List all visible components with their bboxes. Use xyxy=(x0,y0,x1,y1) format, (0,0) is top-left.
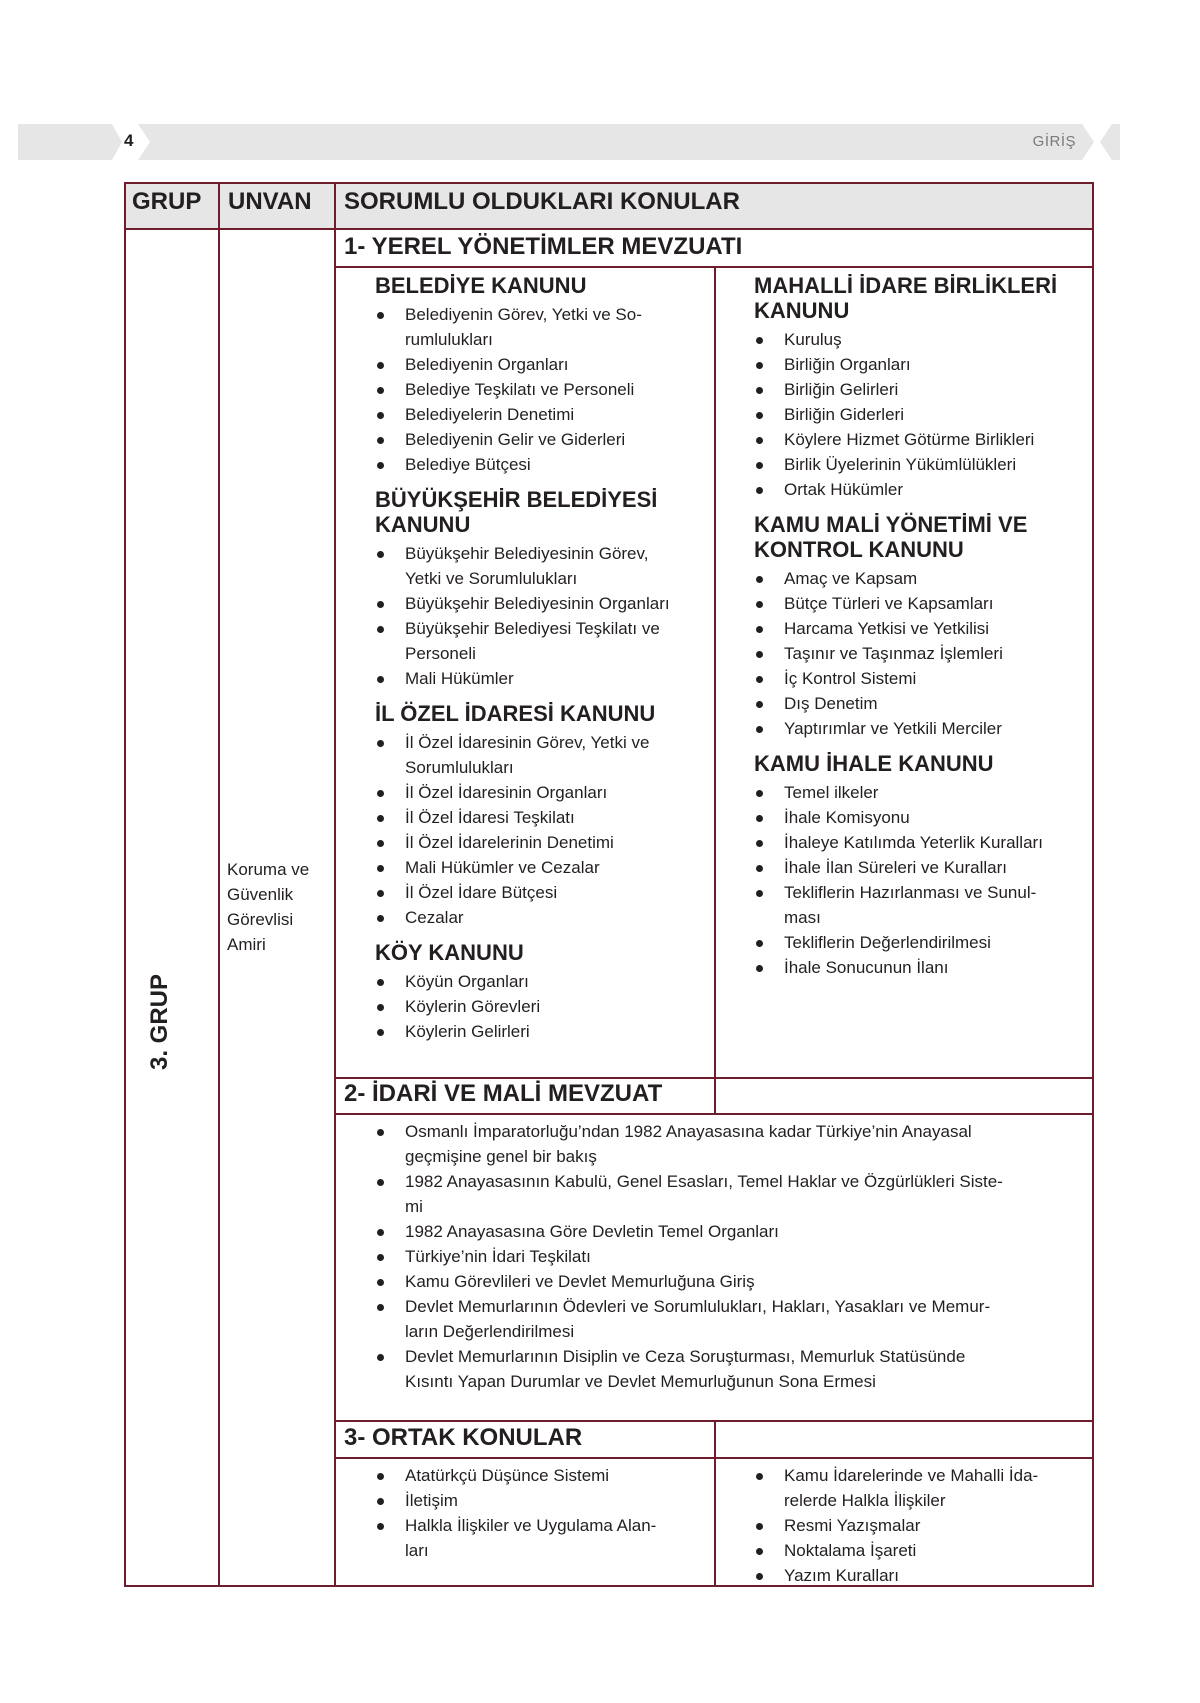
list-item xyxy=(754,616,1090,641)
page-number: 4 xyxy=(124,131,134,150)
list-item-line: İl Özel İdaresi Teşkilatı xyxy=(405,808,575,827)
bullet-list xyxy=(375,541,710,691)
list-item xyxy=(754,641,1090,666)
list-item-line: ların Değerlendirilmesi xyxy=(405,1322,575,1341)
law-title xyxy=(754,273,1090,323)
section-3-left-list xyxy=(375,1459,710,1563)
list-item-line: geçmişine genel bir bakış xyxy=(405,1147,597,1166)
list-item xyxy=(375,616,710,666)
list-item xyxy=(754,402,1090,427)
section-2-list xyxy=(375,1115,1090,1394)
list-item-line: Belediye Teşkilatı ve Personeli xyxy=(405,380,635,399)
header-chevron-decoration xyxy=(1030,124,1090,160)
list-item-line: İl Özel İdaresinin Organları xyxy=(405,783,608,802)
list-item-line: Ortak Hükümler xyxy=(784,480,904,499)
list-item xyxy=(754,930,1090,955)
list-item xyxy=(375,780,710,805)
list-item xyxy=(375,1244,1090,1269)
list-item xyxy=(375,1169,1090,1219)
law-title-line: KANUNU xyxy=(375,512,471,537)
list-item-line: Birlik Üyelerinin Yükümlülükleri xyxy=(784,455,1017,474)
list-item-line: mi xyxy=(405,1197,423,1216)
list-item xyxy=(754,327,1090,352)
list-item-line: Dış Denetim xyxy=(784,694,878,713)
list-item xyxy=(375,1294,1090,1344)
section-1-left-column xyxy=(375,273,710,1044)
bullet-list xyxy=(375,969,710,1044)
bullet-list xyxy=(375,730,710,930)
rule-s2-top xyxy=(334,1077,1094,1079)
list-item-line: Türkiye’nin İdari Teşkilatı xyxy=(405,1247,591,1266)
law-title-line: KANUNU xyxy=(754,298,850,323)
list-item-line: Mali Hükümler ve Cezalar xyxy=(405,858,600,877)
list-item-line: Harcama Yetkisi ve Yetkilisi xyxy=(784,619,990,638)
section-2-title: 2- İDARİ VE MALİ MEVZUAT xyxy=(344,1080,663,1107)
list-item xyxy=(754,780,1090,805)
list-item xyxy=(754,830,1090,855)
list-item-line: Belediyenin Gelir ve Giderleri xyxy=(405,430,626,449)
law-block xyxy=(754,751,1090,980)
list-item xyxy=(375,1219,1090,1244)
law-title-line: KAMU MALİ YÖNETİMİ VE xyxy=(754,512,1028,537)
bullet-list xyxy=(754,327,1090,502)
list-item-line: İl Özel İdaresinin Görev, Yetki ve xyxy=(405,733,650,752)
list-item xyxy=(754,955,1090,980)
bullet-list xyxy=(754,566,1090,741)
list-item-line: İç Kontrol Sistemi xyxy=(784,669,917,688)
law-title xyxy=(375,940,710,965)
list-item xyxy=(375,994,710,1019)
list-item-line: Halkla İlişkiler ve Uygulama Alan- xyxy=(405,1516,657,1535)
list-item-line: Yaptırımlar ve Yetkili Merciler xyxy=(784,719,1002,738)
bullet-list xyxy=(375,1463,710,1563)
list-item-line: Kamu İdarelerinde ve Mahalli İda- xyxy=(784,1466,1039,1485)
list-item-line: Köylere Hizmet Götürme Birlikleri xyxy=(784,430,1035,449)
list-item xyxy=(754,691,1090,716)
list-item-line: 1982 Anayasasına Göre Devletin Temel Organları xyxy=(405,1222,779,1241)
list-item xyxy=(754,880,1090,930)
list-item-line: Köyün Organları xyxy=(405,972,529,991)
list-item-line: Temel ilkeler xyxy=(784,783,879,802)
list-item-line: Kuruluş xyxy=(784,330,842,349)
bullet-list xyxy=(375,302,710,477)
divider-grup xyxy=(218,182,220,1587)
list-item-line: Taşınır ve Taşınmaz İşlemleri xyxy=(784,644,1003,663)
list-item xyxy=(375,541,710,591)
section-1-title: 1- YEREL YÖNETİMLER MEVZUATI xyxy=(344,233,743,260)
law-title xyxy=(375,701,710,726)
list-item-line: İl Özel İdare Bütçesi xyxy=(405,883,558,902)
running-header-title: GİRİŞ xyxy=(1032,133,1076,150)
list-item xyxy=(375,905,710,930)
bullet-list xyxy=(375,1119,1090,1394)
list-item-line: Personeli xyxy=(405,644,476,663)
list-item-line: rumlulukları xyxy=(405,330,493,349)
law-title-line: KAMU İHALE KANUNU xyxy=(754,751,994,776)
divider-s1-columns xyxy=(714,266,716,1078)
list-item xyxy=(375,1488,710,1513)
list-item-line: İletişim xyxy=(405,1491,458,1510)
list-item xyxy=(375,302,710,352)
list-item-line: Köylerin Gelirleri xyxy=(405,1022,530,1041)
law-title-line: KÖY KANUNU xyxy=(375,940,524,965)
law-title-line: BELEDİYE KANUNU xyxy=(375,273,587,298)
list-item-line: İhale Sonucunun İlanı xyxy=(784,958,949,977)
group-label: 3. GRUP xyxy=(146,973,173,1070)
list-item-line: Birliğin Giderleri xyxy=(784,405,904,424)
list-item xyxy=(754,716,1090,741)
bullet-list xyxy=(754,1463,1090,1588)
list-item-line: Sorumlulukları xyxy=(405,758,514,777)
section-1-right-column xyxy=(754,273,1090,980)
list-item xyxy=(375,830,710,855)
list-item-line: Amaç ve Kapsam xyxy=(784,569,918,588)
list-item xyxy=(754,566,1090,591)
list-item-line: Büyükşehir Belediyesi Teşkilatı ve xyxy=(405,619,660,638)
running-header-band xyxy=(18,124,1120,160)
list-item xyxy=(375,805,710,830)
law-title xyxy=(375,487,710,537)
list-item-line: Birliğin Organları xyxy=(784,355,911,374)
law-title-line: KONTROL KANUNU xyxy=(754,537,964,562)
list-item-line: Köylerin Görevleri xyxy=(405,997,541,1016)
list-item-line: Birliğin Gelirleri xyxy=(784,380,899,399)
list-item-line: Atatürkçü Düşünce Sistemi xyxy=(405,1466,610,1485)
list-item xyxy=(375,427,710,452)
list-item-line: Yetki ve Sorumlulukları xyxy=(405,569,578,588)
list-item-line: Belediyenin Organları xyxy=(405,355,569,374)
list-item xyxy=(375,666,710,691)
divider-s2-title xyxy=(714,1077,716,1114)
list-item xyxy=(375,402,710,427)
list-item xyxy=(375,1269,1090,1294)
list-item xyxy=(754,1463,1090,1513)
list-item xyxy=(754,427,1090,452)
list-item-line: Osmanlı İmparatorluğu’ndan 1982 Anayasasına kadar Türkiye’nin Anayasal xyxy=(405,1122,972,1141)
list-item-line: Tekliflerin Hazırlanması ve Sunul- xyxy=(784,883,1037,902)
list-item xyxy=(375,377,710,402)
list-item-line: Tekliflerin Değerlendirilmesi xyxy=(784,933,991,952)
divider-unvan xyxy=(334,182,336,1587)
list-item xyxy=(375,352,710,377)
list-item xyxy=(754,591,1090,616)
list-item-line: Büyükşehir Belediyesinin Organları xyxy=(405,594,670,613)
list-item-line: Kısıntı Yapan Durumlar ve Devlet Memurluğunun Sona Ermesi xyxy=(405,1372,876,1391)
list-item-line: Büyükşehir Belediyesinin Görev, xyxy=(405,544,649,563)
list-item-line: Belediyelerin Denetimi xyxy=(405,405,575,424)
list-item-line: 1982 Anayasasının Kabulü, Genel Esasları, Temel Haklar ve Özgürlükleri Siste- xyxy=(405,1172,1003,1191)
list-item xyxy=(754,452,1090,477)
col-header-grup: GRUP xyxy=(132,188,202,215)
list-item xyxy=(375,1019,710,1044)
list-item-line: ması xyxy=(784,908,821,927)
list-item-line: İhaleye Katılımda Yeterlik Kuralları xyxy=(784,833,1043,852)
list-item xyxy=(754,1563,1090,1588)
col-header-konular: SORUMLU OLDUKLARI KONULAR xyxy=(344,188,740,215)
list-item-line: Resmi Yazışmalar xyxy=(784,1516,921,1535)
list-item-line: Belediyenin Görev, Yetki ve So- xyxy=(405,305,642,324)
list-item-line: Mali Hükümler xyxy=(405,669,514,688)
law-block xyxy=(754,512,1090,741)
list-item xyxy=(754,805,1090,830)
col-header-unvan: UNVAN xyxy=(228,188,312,215)
law-title xyxy=(754,512,1090,562)
rule-s1-title xyxy=(334,266,1094,268)
list-item xyxy=(375,855,710,880)
list-item xyxy=(754,1513,1090,1538)
rule-s3-top xyxy=(334,1420,1094,1422)
list-item-line: Devlet Memurlarının Disiplin ve Ceza Soruşturması, Memurluk Statüsünde xyxy=(405,1347,966,1366)
list-item-line: Yazım Kuralları xyxy=(784,1566,899,1585)
list-item xyxy=(375,452,710,477)
list-item xyxy=(375,1513,710,1563)
law-block xyxy=(754,273,1090,502)
list-item xyxy=(754,477,1090,502)
list-item xyxy=(754,377,1090,402)
list-item xyxy=(375,1119,1090,1169)
list-item-line: Devlet Memurlarının Ödevleri ve Sorumlulukları, Hakları, Yasakları ve Memur- xyxy=(405,1297,991,1316)
list-item-line: İl Özel İdarelerinin Denetimi xyxy=(405,833,614,852)
list-item-line: İhale İlan Süreleri ve Kuralları xyxy=(784,858,1008,877)
divider-s3-columns xyxy=(714,1420,716,1587)
list-item-line: Cezalar xyxy=(405,908,464,927)
list-item xyxy=(375,880,710,905)
list-item xyxy=(375,1344,1090,1394)
list-item-line: ları xyxy=(405,1541,429,1560)
list-item-line: Bütçe Türleri ve Kapsamları xyxy=(784,594,994,613)
law-title-line: İL ÖZEL İDARESİ KANUNU xyxy=(375,701,656,726)
law-block xyxy=(375,487,710,691)
list-item xyxy=(375,969,710,994)
law-block xyxy=(375,701,710,930)
section-3-right-list xyxy=(754,1459,1090,1588)
list-item-line: İhale Komisyonu xyxy=(784,808,910,827)
list-item-line: Kamu Görevlileri ve Devlet Memurluğuna Giriş xyxy=(405,1272,755,1291)
law-title-line: BÜYÜKŞEHİR BELEDİYESİ xyxy=(375,487,658,512)
law-block xyxy=(375,273,710,477)
bullet-list xyxy=(754,780,1090,980)
list-item xyxy=(754,855,1090,880)
list-item-line: Belediye Bütçesi xyxy=(405,455,531,474)
law-title xyxy=(375,273,710,298)
list-item xyxy=(754,1538,1090,1563)
list-item xyxy=(375,591,710,616)
law-title xyxy=(754,751,1090,776)
section-3-title: 3- ORTAK KONULAR xyxy=(344,1424,583,1451)
law-title-line: MAHALLİ İDARE BİRLİKLERİ xyxy=(754,273,1058,298)
list-item xyxy=(754,666,1090,691)
list-item xyxy=(754,352,1090,377)
law-block xyxy=(375,940,710,1044)
list-item xyxy=(375,1463,710,1488)
list-item-line: relerde Halkla İlişkiler xyxy=(784,1491,946,1510)
list-item xyxy=(375,730,710,780)
list-item-line: Noktalama İşareti xyxy=(784,1541,917,1560)
unvan-text: Koruma ve Güvenlik Görevlisi Amiri xyxy=(227,860,310,954)
